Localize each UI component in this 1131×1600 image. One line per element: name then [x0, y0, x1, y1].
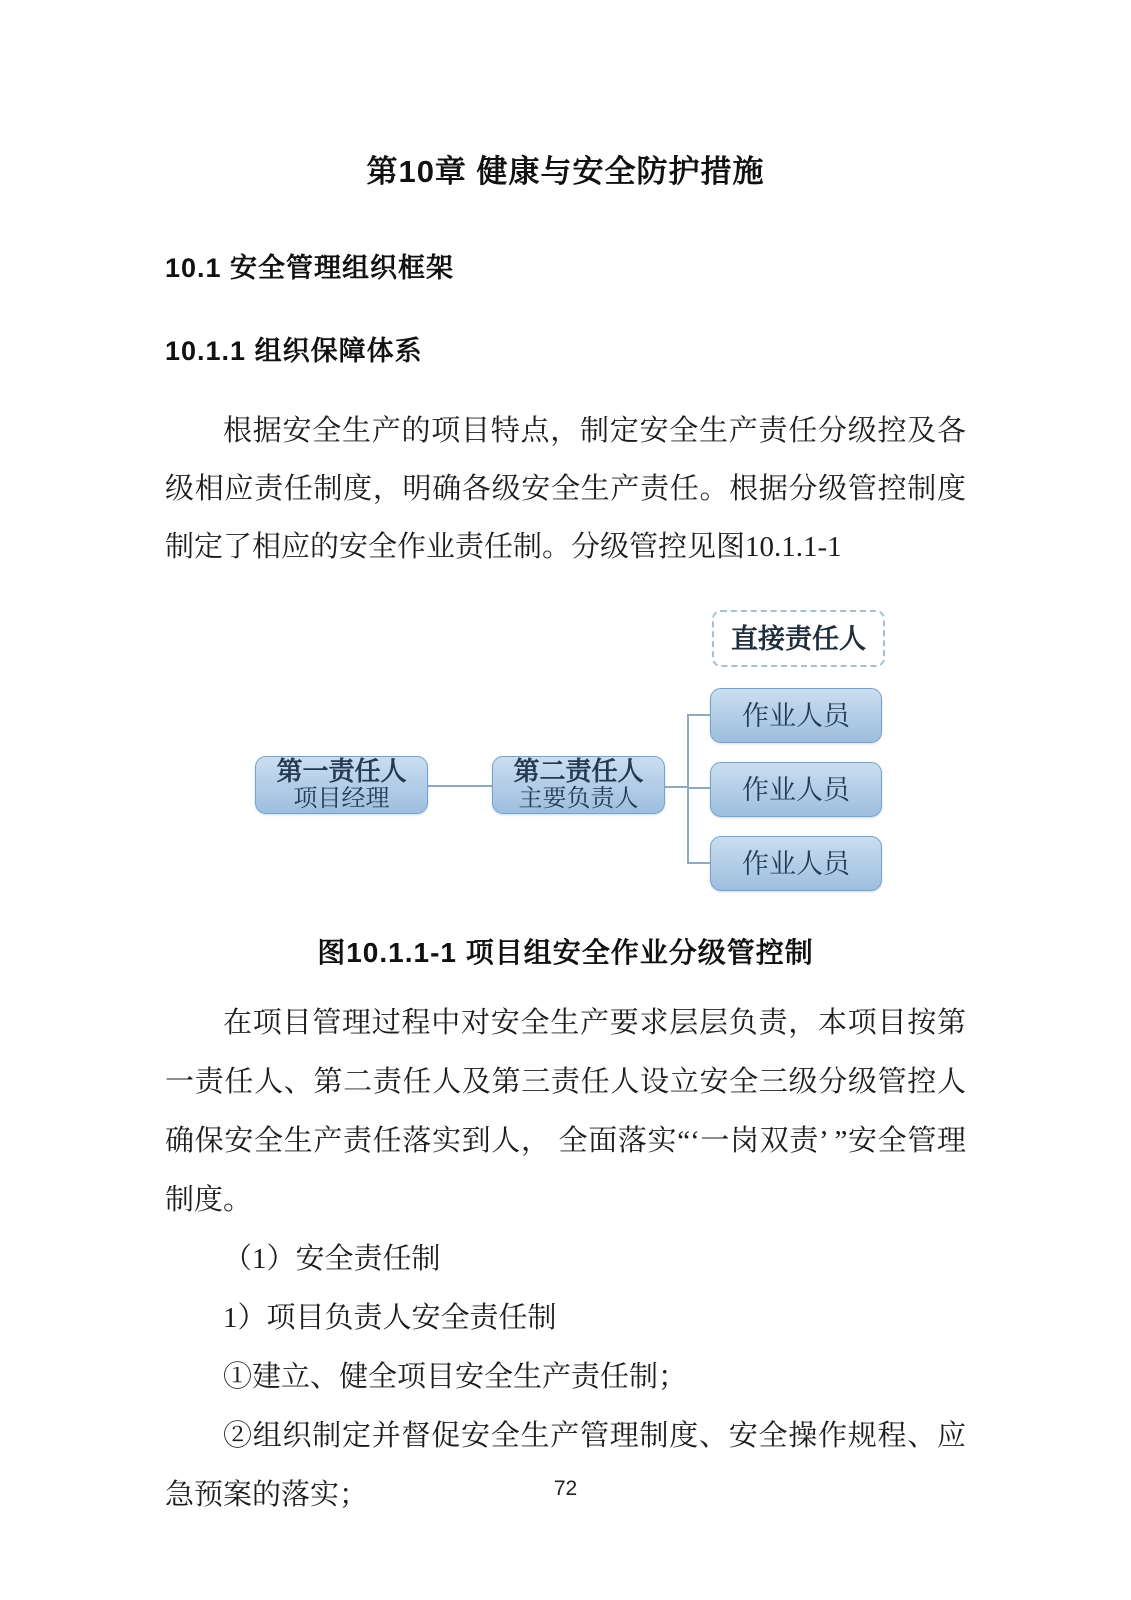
node-worker-1: [710, 688, 882, 743]
node-direct-responsible-label: 直接责任人: [731, 623, 866, 654]
paragraph-1-text: 根据安全生产的项目特点，制定安全生产责任分级控及各级相应责任制度，明确各级安全生产责任。根据分级管控制度制定了相应的安全作业责任制。分级管控见图10.1.1-1: [165, 415, 966, 563]
connector-branch-bottom: [687, 862, 711, 864]
node-worker-3: [710, 836, 882, 891]
body-text-block: [165, 994, 966, 1525]
paragraph-1: [165, 402, 966, 576]
connector-branch-top: [687, 714, 711, 716]
chapter-title: 第10章 健康与安全防护措施: [366, 154, 765, 189]
node-second-subtitle: 主要负责人: [518, 785, 639, 812]
node-worker-1-label: 作业人员: [742, 700, 850, 731]
node-second-responsible: [492, 756, 665, 814]
subsection-heading: 10.1.1 组织保障体系: [165, 336, 423, 366]
node-worker-2-label: 作业人员: [742, 774, 850, 805]
figure-caption: 图10.1.1-1 项目组安全作业分级管控制: [317, 937, 814, 968]
node-worker-3-label: 作业人员: [742, 848, 850, 879]
node-first-subtitle: 项目经理: [293, 785, 390, 812]
connector-first-second: [428, 785, 492, 787]
page-number: 72: [553, 1477, 578, 1500]
list-item-2: 1）项目负责人安全责任制: [223, 1302, 557, 1334]
org-chart-figure: [165, 595, 966, 900]
list-item-4: ②组织制定并督促安全生产管理制度、安全操作规程、应急预案的落实；: [165, 1420, 966, 1511]
node-first-title: 第一责任人: [276, 756, 407, 786]
node-second-title: 第二责任人: [513, 756, 644, 786]
list-item-3: ①建立、健全项目安全生产责任制；: [223, 1361, 688, 1393]
node-direct-responsible: [712, 610, 885, 667]
list-item-1: （1）安全责任制: [223, 1243, 441, 1275]
node-first-responsible: [255, 756, 428, 814]
connector-trunk-vertical: [687, 714, 689, 864]
paragraph-2-text: 在项目管理过程中对安全生产要求层层负责，本项目按第一责任人、第二责任人及第三责任人设立安全三级分级管控人确保安全生产责任落实到人， 全面落实“‘一岗双责’ ”安全管理制度。: [165, 1007, 966, 1216]
node-worker-2: [710, 762, 882, 817]
connector-branch-middle: [687, 787, 711, 789]
section-heading: 10.1 安全管理组织框架: [165, 253, 455, 283]
connector-second-trunk: [663, 786, 688, 788]
